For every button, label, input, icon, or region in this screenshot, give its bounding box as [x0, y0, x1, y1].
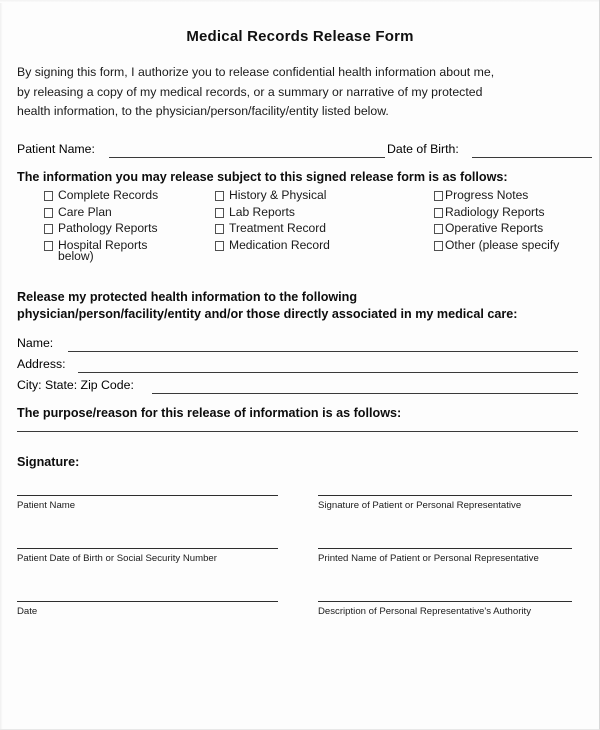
- checkbox-item-pathology-reports[interactable]: [44, 221, 158, 238]
- patient-identification-row: [17, 142, 582, 160]
- date-of-birth-label: Date of Birth:: [387, 142, 459, 156]
- representative-authority-field[interactable]: [318, 601, 572, 602]
- signature-heading: Signature:: [17, 455, 80, 469]
- recipient-name-row: [17, 336, 582, 357]
- patient-signature-cell: [318, 495, 572, 511]
- checkbox-continuation-text: below): [58, 249, 94, 263]
- checkbox-item-other[interactable]: [434, 238, 559, 255]
- checkbox-item-treatment-record[interactable]: [215, 221, 330, 238]
- authorization-paragraph-line: by releasing a copy of my medical records, or a summary or narrative of my protected: [17, 84, 483, 99]
- checkbox-label: Other (please specify: [445, 237, 560, 252]
- checkbox-item-history-and-physical[interactable]: [215, 188, 330, 205]
- printed-name-field[interactable]: [318, 548, 572, 549]
- checkbox-label: History & Physical: [229, 188, 327, 202]
- checkbox-label: Medication Record: [229, 237, 330, 252]
- checkbox-label: Care Plan: [58, 204, 112, 219]
- checkbox-label: Treatment Record: [229, 221, 327, 235]
- checkbox-item-radiology-reports[interactable]: [434, 205, 559, 222]
- recipient-city-state-zip-field[interactable]: [152, 393, 578, 394]
- checkbox-label: Hospital Reports: [58, 237, 148, 252]
- signature-caption: Patient Date of Birth or Social Security Number: [17, 553, 217, 564]
- checkbox-icon[interactable]: [434, 208, 443, 218]
- signature-caption: Date: [17, 606, 38, 617]
- checkbox-item-lab-reports[interactable]: [215, 205, 330, 222]
- recipient-address-label: Address:: [17, 357, 66, 371]
- checkbox-label: Radiology Reports: [445, 204, 545, 219]
- checkbox-column-3: [434, 188, 559, 254]
- purpose-heading: The purpose/reason for this release of information is as follows:: [17, 406, 402, 420]
- checkbox-icon[interactable]: [44, 241, 53, 251]
- signature-row: [0, 495, 600, 548]
- checkbox-item-complete-records[interactable]: [44, 188, 158, 205]
- signature-row: [0, 548, 600, 601]
- checkbox-icon[interactable]: [44, 208, 53, 218]
- signature-caption: Patient Name: [17, 500, 76, 511]
- scan-edge-top: [0, 0, 600, 3]
- recipient-address-fields: [17, 336, 582, 399]
- patient-name-field[interactable]: [109, 157, 385, 158]
- checkbox-icon[interactable]: [215, 208, 224, 218]
- checkbox-label: Progress Notes: [445, 188, 529, 202]
- page-title: Medical Records Release Form: [186, 28, 414, 45]
- patient-name-label: Patient Name:: [17, 142, 95, 156]
- checkbox-icon[interactable]: [434, 224, 443, 234]
- patient-dob-ssn-field[interactable]: [17, 548, 278, 549]
- recipient-city-state-zip-row: [17, 378, 582, 399]
- checkbox-icon[interactable]: [44, 224, 53, 234]
- release-recipient-heading-line: Release my protected health information to the following: [17, 290, 358, 304]
- recipient-name-field[interactable]: [68, 351, 578, 352]
- signature-caption: Printed Name of Patient or Personal Representative: [318, 553, 539, 564]
- patient-dob-ssn-cell: [17, 548, 278, 564]
- checkbox-label: Pathology Reports: [58, 221, 158, 235]
- printed-name-cell: [318, 548, 572, 564]
- recipient-city-state-zip-label: City: State: Zip Code:: [17, 378, 134, 392]
- representative-authority-cell: [318, 601, 572, 617]
- checkbox-item-care-plan[interactable]: [44, 205, 158, 222]
- release-information-heading: The information you may release subject to this signed release form is as follows:: [17, 170, 508, 184]
- patient-name-signature-field[interactable]: [17, 495, 278, 496]
- recipient-address-row: [17, 357, 582, 378]
- checkbox-icon[interactable]: [215, 224, 224, 234]
- recipient-address-field[interactable]: [78, 372, 578, 373]
- checkbox-label: Lab Reports: [229, 204, 295, 219]
- checkbox-icon[interactable]: [434, 241, 443, 251]
- release-recipient-heading-line: physician/person/facility/entity and/or those directly associated in my medical care:: [17, 307, 518, 321]
- authorization-paragraph-line: By signing this form, I authorize you to release confidential health information about me,: [17, 65, 495, 79]
- checkbox-column-1: [44, 188, 158, 254]
- checkbox-label: Complete Records: [58, 188, 159, 202]
- checkbox-item-operative-reports[interactable]: [434, 221, 559, 238]
- signature-row: [0, 601, 600, 654]
- checkbox-column-2: [215, 188, 330, 254]
- date-field[interactable]: [17, 601, 278, 602]
- signature-caption: Signature of Patient or Personal Representative: [318, 500, 522, 511]
- date-of-birth-field[interactable]: [472, 157, 592, 158]
- checkbox-label: Operative Reports: [445, 221, 544, 235]
- release-recipient-heading: [17, 289, 517, 323]
- authorization-paragraph-line: health information, to the physician/person/facility/entity listed below.: [17, 104, 389, 118]
- patient-signature-field[interactable]: [318, 495, 572, 496]
- purpose-field[interactable]: [17, 431, 578, 432]
- signature-block: [0, 495, 600, 654]
- checkbox-item-medication-record[interactable]: [215, 238, 330, 255]
- checkbox-icon[interactable]: [434, 191, 443, 201]
- date-cell: [17, 601, 278, 617]
- recipient-name-label: Name:: [17, 336, 54, 350]
- patient-name-signature-cell: [17, 495, 278, 511]
- checkbox-icon[interactable]: [44, 191, 53, 201]
- authorization-paragraph: [17, 63, 579, 122]
- checkbox-item-progress-notes[interactable]: [434, 188, 559, 205]
- checkbox-icon[interactable]: [215, 241, 224, 251]
- checkbox-icon[interactable]: [215, 191, 224, 201]
- signature-caption: Description of Personal Representative's Authority: [318, 606, 532, 617]
